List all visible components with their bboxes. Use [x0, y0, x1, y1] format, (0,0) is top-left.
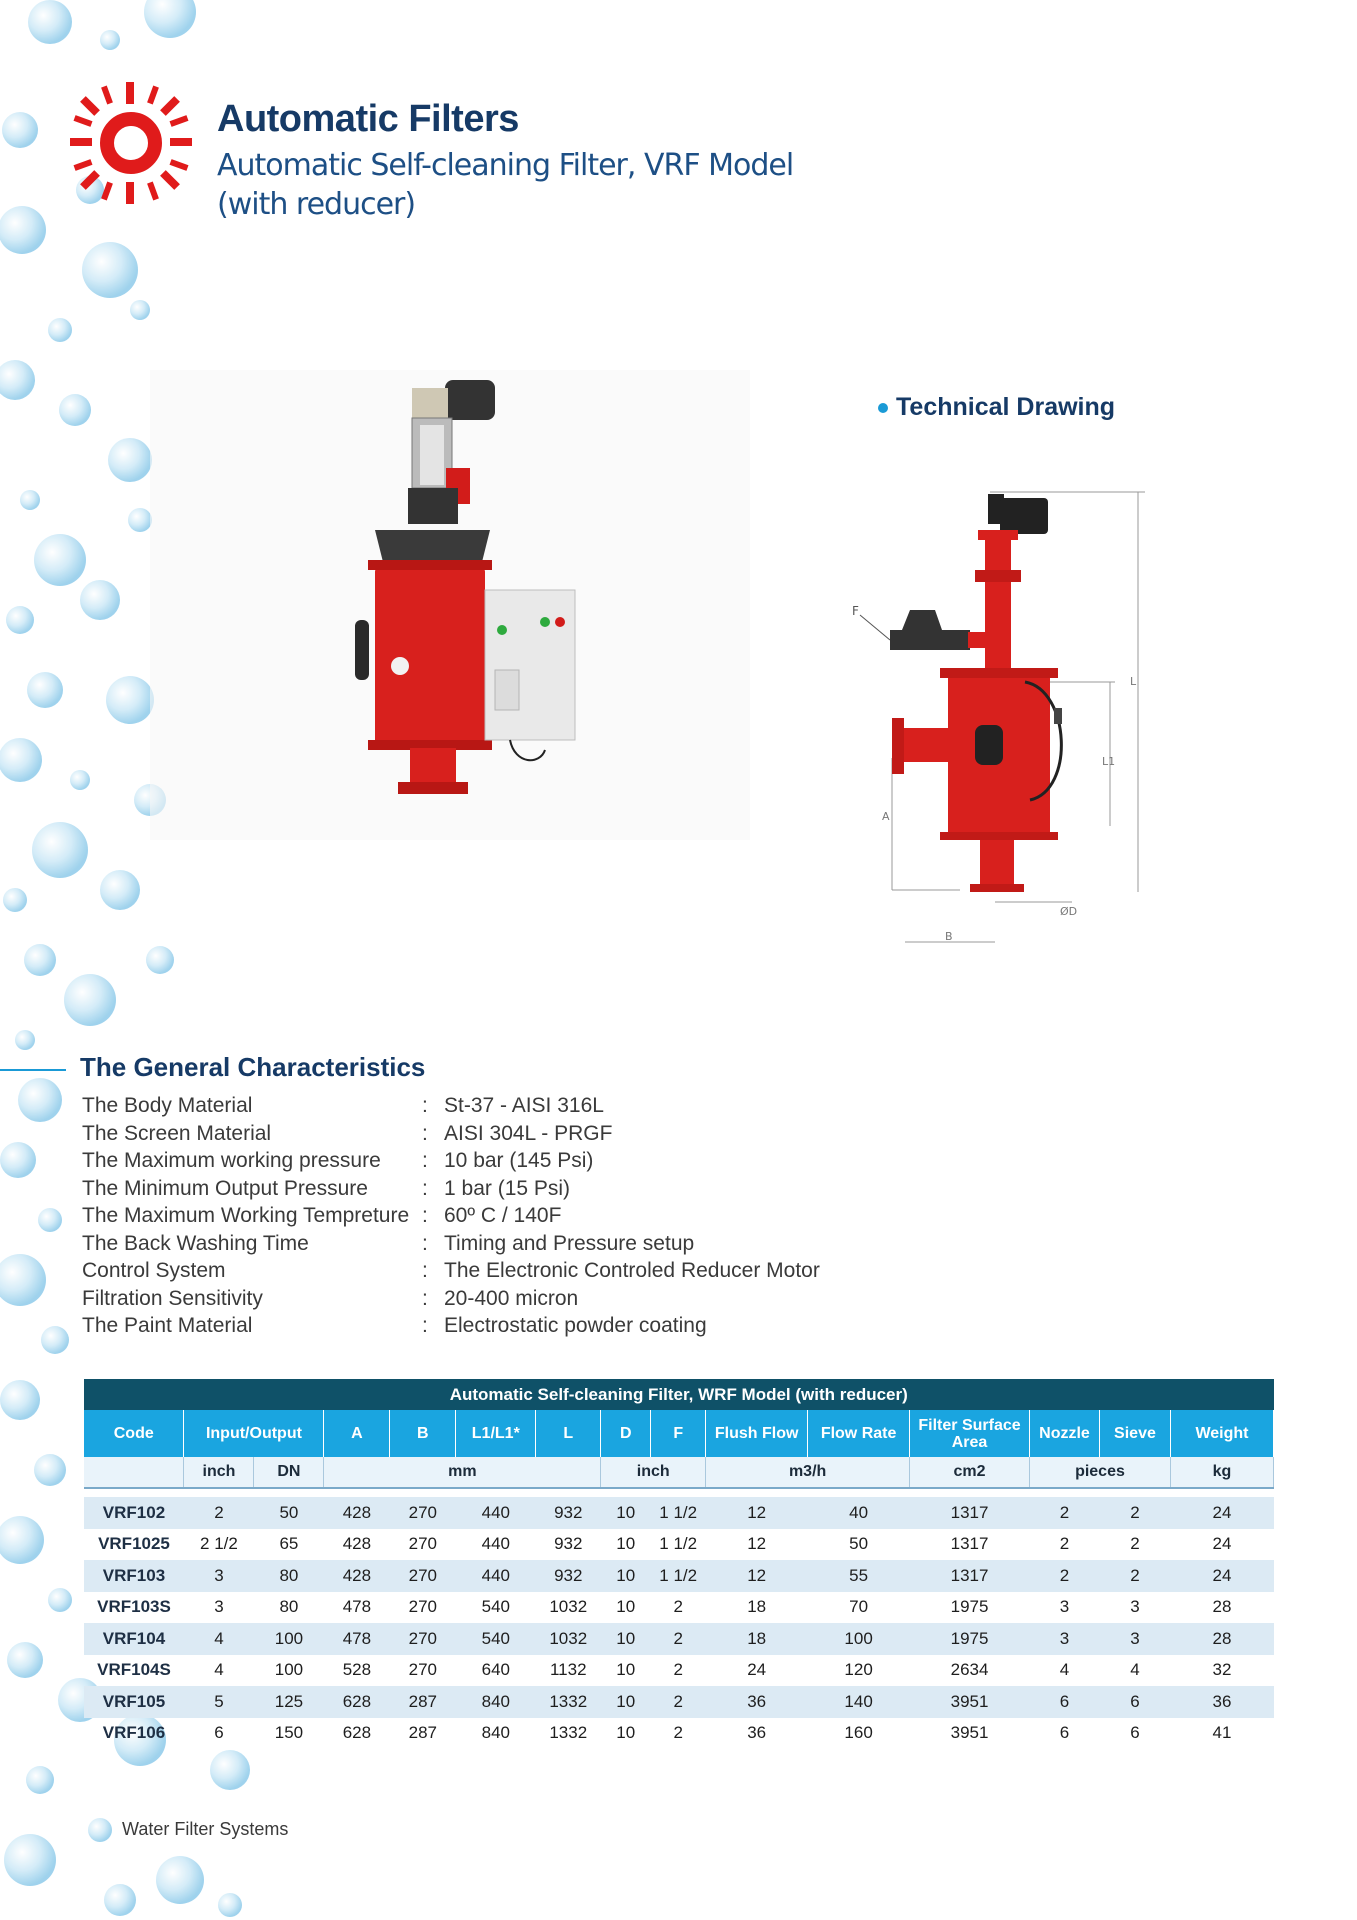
dim-label-D: ØD [1060, 905, 1078, 918]
characteristic-label: The Back Washing Time [82, 1231, 309, 1255]
table-row [84, 1655, 1274, 1687]
table-cell: 18 [706, 1623, 808, 1655]
unit-cm2: cm2 [910, 1457, 1030, 1488]
table-cell: 10 [616, 1723, 636, 1743]
table-cell: 1 1/2 [651, 1497, 706, 1529]
col-header-b: B [390, 1410, 456, 1457]
table-cell: 10 [601, 1497, 651, 1529]
table-cell: 1 1/2 [651, 1560, 706, 1592]
table-cell: 28 [1170, 1623, 1273, 1655]
characteristic-row: The Screen Material : AISI 304L - PRGF [82, 1121, 613, 1145]
characteristic-value: Timing and Pressure setup [444, 1231, 695, 1255]
table-cell: 932 [554, 1534, 583, 1554]
technical-drawing-label: Technical Drawing [878, 393, 1115, 422]
table-row [84, 1686, 1274, 1718]
table-cell: 270 [408, 1534, 438, 1554]
characteristic-label: The Minimum Output Pressure [82, 1176, 368, 1200]
table-cell: 65 [279, 1534, 299, 1554]
table-cell: 3 [184, 1560, 254, 1592]
characteristic-value: 20-400 micron [444, 1286, 579, 1310]
table-cell: 287 [390, 1686, 456, 1718]
dim-label-A: A [882, 810, 890, 823]
characteristic-label: Filtration Sensitivity [82, 1286, 263, 1310]
table-cell: 2 [1099, 1497, 1170, 1529]
table-cell: 150 [274, 1723, 304, 1743]
table-cell: 80 [254, 1560, 324, 1592]
model-code-cell: VRF105 [84, 1686, 184, 1718]
col-header-l1: L1/L1* [456, 1410, 536, 1457]
characteristic-value: 10 bar (145 Psi) [444, 1149, 594, 1172]
table-cell: 428 [324, 1560, 390, 1592]
table-cell: 270 [408, 1597, 438, 1617]
table-cell: 36 [706, 1686, 808, 1718]
table-cell: 10 [601, 1560, 651, 1592]
general-characteristics-list [82, 1094, 842, 1342]
table-cell: 41 [1212, 1723, 1232, 1743]
table-cell: 100 [808, 1623, 910, 1655]
table-cell: 2 [673, 1660, 683, 1680]
table-cell: 24 [1212, 1534, 1232, 1554]
dim-label-B: B [945, 930, 953, 943]
col-header-nozzle: Nozzle [1030, 1410, 1100, 1457]
table-cell: 1317 [950, 1534, 989, 1554]
table-cell: 2 [651, 1686, 706, 1718]
table-cell: 12 [706, 1497, 808, 1529]
unit-kg: kg [1170, 1457, 1273, 1488]
table-cell: 440 [481, 1534, 510, 1554]
table-row [84, 1529, 1274, 1561]
table-cell: 12 [747, 1534, 767, 1554]
table-cell: 120 [844, 1660, 873, 1680]
table-cell: 6 [1030, 1686, 1100, 1718]
table-cell: 3951 [910, 1686, 1030, 1718]
model-code-cell: VRF1025 [98, 1534, 170, 1554]
table-cell: 3 [1130, 1597, 1140, 1617]
table-cell: 80 [279, 1597, 299, 1617]
table-cell: 100 [254, 1623, 324, 1655]
model-code-cell: VRF103S [97, 1597, 171, 1617]
characteristic-value: AISI 304L - PRGF [444, 1121, 613, 1145]
table-cell: 55 [808, 1560, 910, 1592]
table-row [84, 1623, 1274, 1655]
characteristic-value: 60º C / 140F [444, 1204, 562, 1227]
unit-m3h: m3/h [706, 1457, 910, 1488]
table-cell: 628 [324, 1686, 390, 1718]
table-cell: 3 [1059, 1597, 1070, 1617]
table-cell: 3951 [950, 1723, 989, 1743]
unit-pieces: pieces [1030, 1457, 1171, 1488]
table-cell: 440 [456, 1560, 536, 1592]
table-cell: 2 [651, 1623, 706, 1655]
table-cell: 2 [1059, 1534, 1070, 1554]
table-row [84, 1560, 1274, 1592]
characteristic-label: The Maximum Working Tempreture [82, 1204, 410, 1227]
table-cell: 840 [456, 1686, 536, 1718]
bullet-icon [878, 403, 888, 413]
table-cell: 428 [342, 1534, 372, 1554]
table-cell: 932 [536, 1560, 601, 1592]
table-cell: 1975 [910, 1623, 1030, 1655]
table-row [84, 1592, 1274, 1624]
table-cell: 640 [481, 1660, 510, 1680]
subtitle-line-2: (with reducer) [217, 187, 416, 222]
model-code-cell: VRF106 [102, 1723, 166, 1743]
characteristic-value: 1 bar (15 Psi) [444, 1176, 571, 1200]
table-cell: 50 [254, 1497, 324, 1529]
table-cell: 2634 [950, 1660, 989, 1680]
table-cell: 3 [1030, 1623, 1100, 1655]
table-cell: 4 [184, 1623, 254, 1655]
col-header-weight: Weight [1170, 1410, 1273, 1457]
characteristic-row: The Maximum working pressure : 10 bar (145 Psi) [82, 1149, 594, 1172]
section-divider [0, 1069, 66, 1071]
dim-label-F: F [852, 604, 859, 618]
page-subtitle [217, 146, 917, 224]
table-cell: 628 [342, 1723, 372, 1743]
col-header-l: L [536, 1410, 601, 1457]
table-cell: 12 [706, 1560, 808, 1592]
characteristic-row: The Paint Material : Electrostatic powder coating [82, 1314, 707, 1337]
table-cell: 478 [324, 1623, 390, 1655]
table-cell: 1975 [950, 1597, 989, 1617]
characteristic-row: The Body Material : St-37 - AISI 316L [82, 1094, 604, 1117]
col-header-filter-surface-area: Filter Surface Area [910, 1410, 1030, 1457]
table-cell: 2 [184, 1497, 254, 1529]
characteristic-row: Control System : The Electronic Controled Reducer Motor [82, 1259, 820, 1282]
model-code-cell: VRF102 [84, 1497, 184, 1529]
table-cell: 28 [1212, 1597, 1232, 1617]
table-cell: 270 [408, 1660, 438, 1680]
table-cell: 2 [673, 1597, 683, 1617]
table-cell: 5 [184, 1686, 254, 1718]
table-cell: 1332 [536, 1686, 601, 1718]
table-cell: 4 [214, 1660, 224, 1680]
table-cell: 50 [849, 1534, 869, 1554]
col-header-input-output: Input/Output [184, 1410, 324, 1457]
characteristic-label: The Paint Material [82, 1314, 253, 1337]
table-row [84, 1497, 1274, 1529]
model-code-cell: VRF104S [97, 1660, 171, 1680]
table-cell: 270 [390, 1560, 456, 1592]
col-header-d: D [601, 1410, 651, 1457]
table-cell: 270 [390, 1623, 456, 1655]
col-header-f: F [651, 1410, 706, 1457]
filter-product-photo [150, 370, 750, 840]
characteristic-label: The Body Material [82, 1094, 253, 1117]
table-cell: 840 [481, 1723, 510, 1743]
table-cell: 160 [844, 1723, 873, 1743]
characteristic-row: The Minimum Output Pressure : 1 bar (15 Psi) [82, 1176, 571, 1200]
table-cell: 932 [536, 1497, 601, 1529]
col-header-code: Code [84, 1410, 184, 1457]
footer-text: Water Filter Systems [122, 1819, 289, 1839]
col-header-a: A [324, 1410, 390, 1457]
characteristic-value: St-37 - AISI 316L [444, 1094, 604, 1117]
table-cell: 24 [1170, 1497, 1273, 1529]
table-cell: 287 [408, 1723, 438, 1743]
characteristic-row: The Maximum Working Tempreture : 60º C / 140F [82, 1204, 562, 1227]
table-cell: 1132 [549, 1660, 587, 1680]
unit-inch: inch [184, 1457, 254, 1488]
table-cell: 2 [1030, 1560, 1100, 1592]
table-cell: 428 [324, 1497, 390, 1529]
table-row [84, 1718, 1274, 1750]
table-cell: 10 [616, 1534, 636, 1554]
table-cell: 3 [214, 1597, 224, 1617]
model-code-cell: VRF104 [84, 1623, 184, 1655]
table-cell: 36 [747, 1723, 767, 1743]
table-cell: 1332 [549, 1723, 588, 1743]
col-header-flow-rate: Flow Rate [808, 1410, 910, 1457]
table-cell: 2 [1099, 1560, 1170, 1592]
table-cell: 4 [1059, 1660, 1070, 1680]
table-cell: 6 [214, 1723, 224, 1743]
technical-drawing [840, 470, 1170, 950]
table-cell: 1 1/2 [659, 1534, 698, 1554]
table-cell: 1032 [536, 1623, 601, 1655]
table-cell: 6 [1130, 1723, 1140, 1743]
characteristic-label: The Maximum working pressure [82, 1149, 381, 1172]
specification-table [84, 1379, 1274, 1749]
table-cell: 40 [808, 1497, 910, 1529]
table-cell: 100 [274, 1660, 304, 1680]
table-cell: 2 1/2 [200, 1534, 238, 1554]
characteristic-value: The Electronic Controled Reducer Motor [444, 1259, 820, 1282]
dim-label-L1: L1 [1102, 755, 1116, 768]
table-cell: 18 [747, 1597, 767, 1617]
table-cell: 10 [601, 1686, 651, 1718]
characteristic-label: The Screen Material [82, 1121, 272, 1145]
table-cell: 70 [849, 1597, 869, 1617]
table-cell: 6 [1059, 1723, 1070, 1743]
model-code-cell: VRF103 [84, 1560, 184, 1592]
company-logo [66, 78, 196, 208]
unit-dn: DN [254, 1457, 324, 1488]
table-cell: 2 [673, 1723, 683, 1743]
general-characteristics-title: The General Characteristics [80, 1052, 426, 1082]
unit-mm: mm [324, 1457, 601, 1488]
table-cell: 24 [747, 1660, 767, 1680]
specification-table-body [84, 1497, 1274, 1749]
table-cell: 4 [1130, 1660, 1140, 1680]
characteristic-value: Electrostatic powder coating [444, 1314, 707, 1337]
table-cell: 440 [456, 1497, 536, 1529]
table-cell: 125 [254, 1686, 324, 1718]
table-caption: Automatic Self-cleaning Filter, WRF Model (with reducer) [84, 1379, 1274, 1410]
table-cell: 10 [616, 1660, 636, 1680]
table-cell: 10 [616, 1597, 636, 1617]
unit-inch: inch [601, 1457, 706, 1488]
page-title: Automatic Filters [217, 98, 519, 140]
subtitle-line-1: Automatic Self-cleaning Filter, VRF Model [217, 148, 794, 183]
table-cell: 270 [390, 1497, 456, 1529]
table-cell: 2 [1130, 1534, 1140, 1554]
characteristic-row: Filtration Sensitivity : 20-400 micron [82, 1286, 579, 1310]
characteristic-row: The Back Washing Time : Timing and Pressure setup [82, 1231, 695, 1255]
table-cell: 32 [1212, 1660, 1232, 1680]
table-cell: 540 [456, 1623, 536, 1655]
table-cell: 10 [601, 1623, 651, 1655]
table-cell: 2 [1030, 1497, 1100, 1529]
table-cell: 140 [808, 1686, 910, 1718]
table-cell: 1032 [549, 1597, 588, 1617]
table-cell: 478 [342, 1597, 372, 1617]
table-cell: 540 [481, 1597, 510, 1617]
col-header-flush-flow: Flush Flow [706, 1410, 808, 1457]
characteristic-label: Control System [82, 1259, 226, 1282]
table-cell: 24 [1170, 1560, 1273, 1592]
dim-label-L: L [1130, 675, 1137, 688]
table-cell: 6 [1099, 1686, 1170, 1718]
table-cell: 1317 [910, 1560, 1030, 1592]
col-header-sieve: Sieve [1099, 1410, 1170, 1457]
table-cell: 3 [1099, 1623, 1170, 1655]
table-cell: 1317 [910, 1497, 1030, 1529]
table-cell: 36 [1170, 1686, 1273, 1718]
table-cell: 528 [342, 1660, 372, 1680]
